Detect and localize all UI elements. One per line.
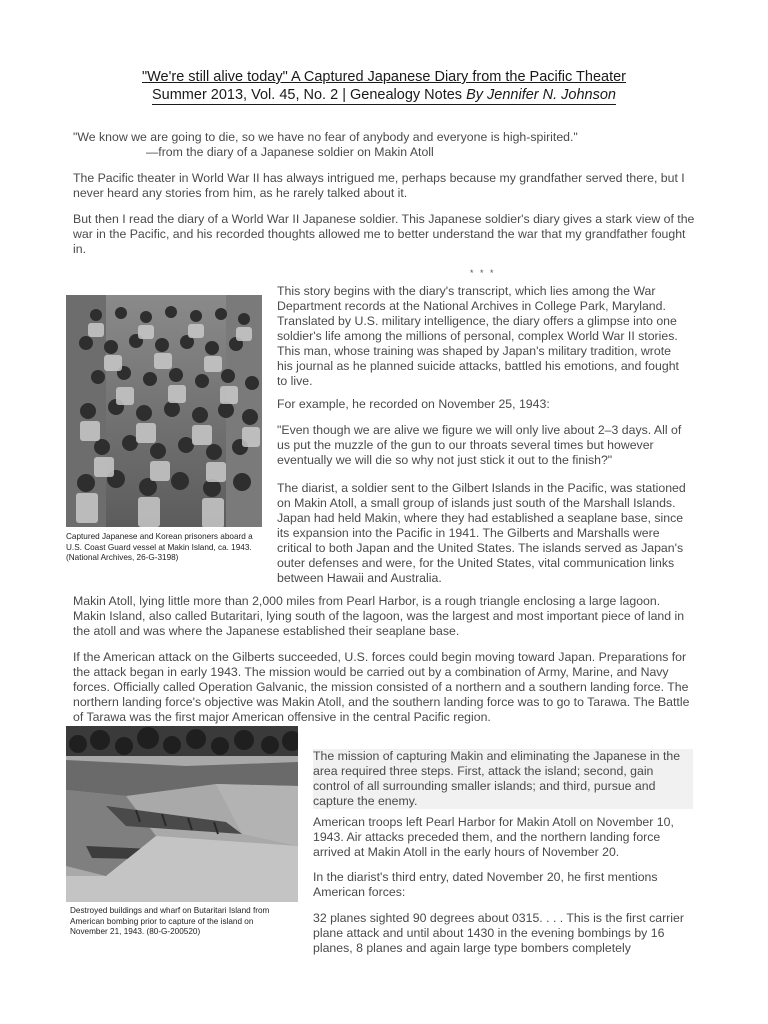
prisoners-photo <box>66 295 262 527</box>
body-paragraph-7: American troops left Pearl Harbor for Makin Atoll on November 10, 1943. Air attacks preceded them, and the northern landing force arrived at Makin Atoll in the early hours of November 20. <box>313 815 674 859</box>
intro-paragraph-1: The Pacific theater in World War II has always intrigued me, perhaps because my grandfather served there, but I never heard any stories from him, as he rarely talked about it. <box>73 171 685 200</box>
issue-info: Summer 2013, Vol. 45, No. 2 | Genealogy Notes <box>151 87 467 103</box>
body-paragraph-2: For example, he recorded on November 25, 1943: <box>277 397 550 411</box>
epigraph-quote: "We know we are going to die, so we have no fear of anybody and everyone is high-spirited." <box>73 130 578 144</box>
body-paragraph-3: The diarist, a soldier sent to the Gilbert Islands in the Pacific, was stationed on Makin Atoll, a small group of islands just south of the Marshall Islands. Japan had held Makin, where they had established a seaplane base, since its expansion into the Pacific in 1941. The Gilberts and Marshalls were critical to both Japan and the United States. The islands served as Japan's outer defenses and were, for the United States, vital communication links between Hawaii and Australia. <box>277 481 686 585</box>
prisoners-photo-caption: Captured Japanese and Korean prisoners aboard a U.S. Coast Guard vessel at Makin Island, ca. 1943. (National Archives, 26-G-3198) <box>66 532 253 562</box>
wharf-photo-caption: Destroyed buildings and wharf on Butaritari Island from American bombing prior to capture of the island on November 21, 1943. (80-G-200520) <box>70 906 270 936</box>
diary-quote-2: 32 planes sighted 90 degrees about 0315. . . . This is the first carrier plane attack and until about 1430 in the evening bombings by 16 planes, 8 planes and again large type bombers completely <box>313 911 684 955</box>
body-paragraph-1: This story begins with the diary's transcript, which lies among the War Department records at the National Archives in College Park, Maryland. Translated by U.S. military intelligence, the diary offers a glimpse into one soldier's life among the millions of personal, complex World War II stories. This man, whose training was shaped by Japan's military tradition, wrote his journal as he planned suicide attacks, battled his emotions, and fought to live. <box>277 284 679 388</box>
intro-paragraph-2: But then I read the diary of a World War II Japanese soldier. This Japanese soldier's diary gives a stark view of the war in the Pacific, and his recorded thoughts allowed me to better understand the war that my grandfather fought in. <box>73 212 695 256</box>
diary-quote-1: "Even though we are alive we figure we will only live about 2–3 days. All of us put the muzzle of the gun to our throats several times but however eventually we will die so why not just stick it out to the finish?" <box>277 423 682 467</box>
wharf-photo-image <box>66 726 298 902</box>
body-paragraph-4: Makin Atoll, lying little more than 2,000 miles from Pearl Harbor, is a rough triangle enclosing a large lagoon. Makin Island, also called Butaritari, lying south of the lagoon, was the largest and most important piece of land in the atoll and was where the Japanese established their seaplane base. <box>73 594 685 638</box>
section-separator: * * * <box>470 268 496 278</box>
wharf-photo <box>66 726 298 902</box>
prisoners-photo-image <box>66 295 262 527</box>
author-byline: By Jennifer N. Johnson <box>466 87 616 103</box>
issue-byline <box>0 86 768 104</box>
article-title: "We're still alive today" A Captured Japanese Diary from the Pacific Theater <box>141 69 626 85</box>
body-paragraph-5: If the American attack on the Gilberts succeeded, U.S. forces could begin moving toward Japan. Preparations for the attack began in early 1943. The mission would be carried out by a combination of Army, Marine, and Navy forces. Officially called Operation Galvanic, the mission consisted of a northern and a southern landing force. The northern landing force's objective was Makin Atoll, and the southern landing force was to go to Tarawa. The Battle of Tarawa was the first major American offensive in the central Pacific region. <box>73 650 690 724</box>
epigraph-attribution: —from the diary of a Japanese soldier on Makin Atoll <box>146 145 434 159</box>
body-paragraph-6: The mission of capturing Makin and eliminating the Japanese in the area required three steps. First, attack the island; second, gain control of all surrounding smaller islands; and third, pursue and capture the enemy. <box>313 749 693 809</box>
body-paragraph-8: In the diarist's third entry, dated November 20, he first mentions American forces: <box>313 870 658 899</box>
